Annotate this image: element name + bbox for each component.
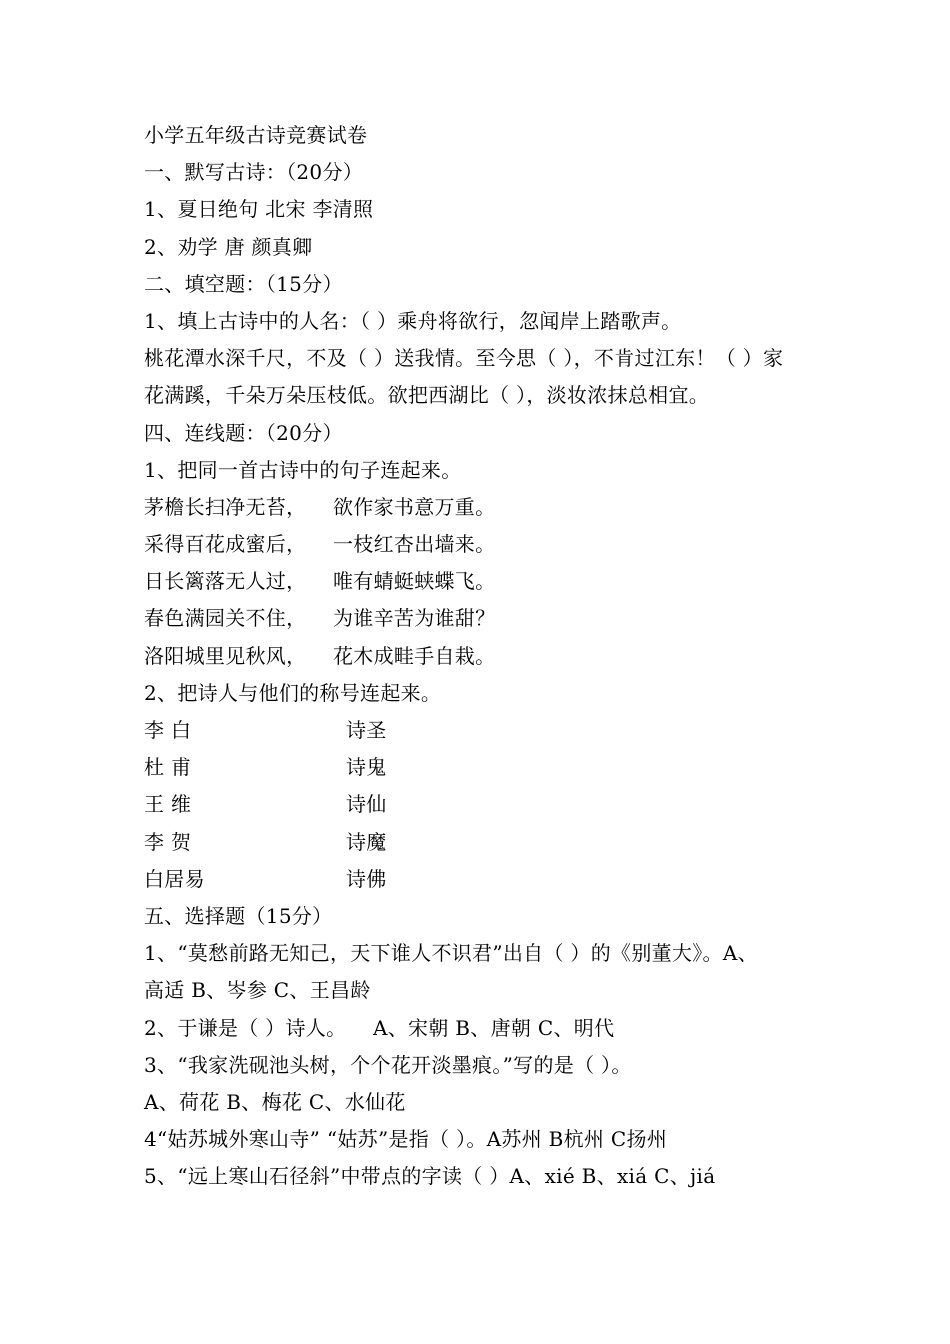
verse-left: 采得百花成蜜后， bbox=[144, 532, 307, 557]
section1-heading: 一、默写古诗：（20分） bbox=[144, 160, 364, 185]
verse-right: 唯有蜻蜓蛱蝶飞。 bbox=[333, 569, 496, 594]
section5-line: 2、于谦是（ ）诗人。 A、宋朝 B、唐朝 C、明代 bbox=[144, 1015, 615, 1040]
section5-line: 5、“远上寒山石径斜”中带点的字读（ ）A、xié B、xiá C、jiá bbox=[144, 1164, 716, 1189]
section4-q1-prompt: 1、把同一首古诗中的句子连起来。 bbox=[144, 457, 462, 482]
section5-line: 4“姑苏城外寒山寺” “姑苏”是指（ ）。A苏州 B杭州 C扬州 bbox=[144, 1127, 668, 1152]
section4-heading: 四、连线题：（20分） bbox=[144, 420, 343, 445]
section2-line: 1、填上古诗中的人名：（ ）乘舟将欲行，忽闻岸上踏歌声。 bbox=[144, 308, 682, 333]
exam-document bbox=[144, 117, 824, 1195]
poet-title: 诗鬼 bbox=[346, 755, 387, 780]
verse-left: 春色满园关不住， bbox=[144, 606, 307, 631]
section5-line: 1、“莫愁前路无知己，天下谁人不识君”出自（ ）的《别董大》。A、 bbox=[144, 941, 758, 966]
section5-line: 3、“我家洗砚池头树，个个花开淡墨痕。”写的是（ ）。 bbox=[144, 1052, 632, 1077]
poet-title: 诗佛 bbox=[346, 866, 387, 891]
poet-name: 杜 甫 bbox=[144, 755, 192, 780]
poet-name: 王 维 bbox=[144, 792, 192, 817]
verse-right: 为谁辛苦为谁甜？ bbox=[333, 606, 496, 631]
poet-title: 诗魔 bbox=[346, 829, 387, 854]
verse-match-row bbox=[144, 600, 824, 637]
poet-match-row bbox=[144, 786, 824, 823]
verse-left: 茅檐长扫净无苔， bbox=[144, 494, 307, 519]
section5-line: A、荷花 B、梅花 C、水仙花 bbox=[144, 1089, 406, 1114]
poet-match-row bbox=[144, 861, 824, 898]
verse-match-row bbox=[144, 563, 824, 600]
verse-left: 日长篱落无人过， bbox=[144, 569, 307, 594]
section2-line: 桃花潭水深千尺，不及（ ）送我情。至今思（ ），不肯过江东！（ ）家 bbox=[144, 346, 784, 371]
poet-title: 诗圣 bbox=[346, 718, 387, 742]
section2-heading: 二、填空题：（15分） bbox=[144, 271, 343, 296]
section5-heading: 五、选择题（15分） bbox=[144, 903, 333, 928]
poet-match-row bbox=[144, 712, 824, 749]
page-title: 小学五年级古诗竞赛试卷 bbox=[144, 123, 368, 147]
verse-match-row bbox=[144, 638, 824, 675]
section1-item: 2、劝学 唐 颜真卿 bbox=[144, 234, 313, 259]
section4-q2-prompt: 2、把诗人与他们的称号连起来。 bbox=[144, 680, 442, 705]
poet-match-row bbox=[144, 824, 824, 861]
poet-match-row bbox=[144, 749, 824, 786]
poet-name: 白居易 bbox=[144, 866, 205, 891]
verse-match-row bbox=[144, 526, 824, 563]
poet-name: 李 贺 bbox=[144, 829, 192, 854]
section2-line: 花满蹊，千朵万朵压枝低。欲把西湖比（ ），淡妆浓抹总相宜。 bbox=[144, 383, 710, 408]
verse-match-row bbox=[144, 489, 824, 526]
poet-title: 诗仙 bbox=[346, 792, 387, 817]
verse-right: 花木成畦手自栽。 bbox=[333, 643, 496, 668]
verse-right: 欲作家书意万重。 bbox=[333, 494, 496, 519]
section5-line: 高适 B、岑参 C、王昌龄 bbox=[144, 978, 371, 1003]
poet-name: 李 白 bbox=[144, 718, 192, 742]
verse-left: 洛阳城里见秋风， bbox=[144, 643, 307, 668]
verse-right: 一枝红杏出墙来。 bbox=[333, 532, 496, 557]
section1-item: 1、夏日绝句 北宋 李清照 bbox=[144, 197, 374, 222]
